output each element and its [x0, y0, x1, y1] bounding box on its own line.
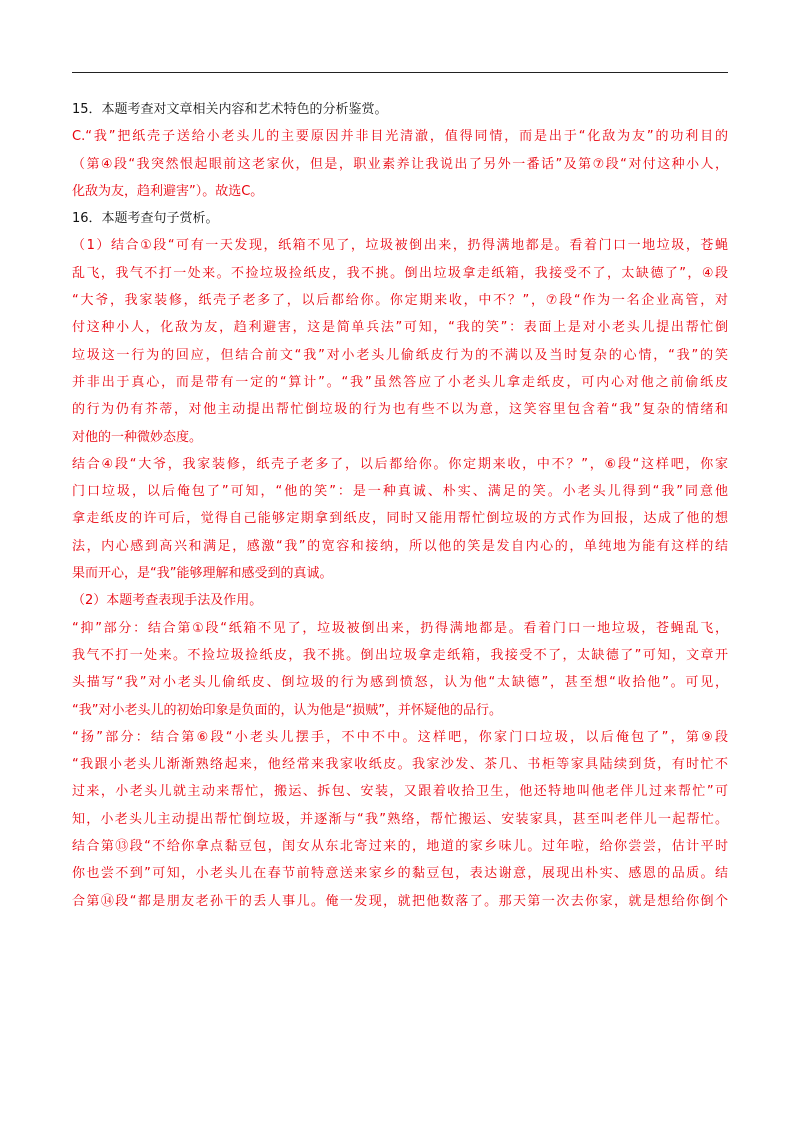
- text-line: （1）结合①段“可有一天发现，纸箱不见了，垃圾被倒出来，扔得满地都是。看着门口一地垃圾，苍蝇: [72, 238, 728, 254]
- text-line: 对他的一种微妙态度。: [72, 429, 203, 445]
- text-line: “扬”部分：结合第⑥段“小老头儿摆手，不中不中。这样吧，你家门口垃圾，以后俺包了”，第⑨段: [72, 729, 728, 745]
- text-line: （第④段“我突然恨起眼前这老家伙，但是，职业素养让我说出了另外一番话”及第⑦段“对付这种小人，: [72, 156, 728, 172]
- text-line: “抑”部分：结合第①段“纸箱不见了，垃圾被倒出来，扔得满地都是。看着门口一地垃圾，苍蝇乱飞，: [72, 620, 728, 636]
- text-line: 乱飞，我气不打一处来。不捡垃圾捡纸皮，我不挑。倒出垃圾拿走纸箱，我接受不了，太缺德了”，④段: [72, 265, 728, 281]
- text-line: 结合④段“大爷，我家装修，纸壳子老多了，以后都给你。你定期来收，中不？”，⑥段“这样吧，你家: [72, 456, 728, 472]
- text-line: 法，内心感到高兴和满足，感激“我”的宽容和接纳，所以他的笑是发自内心的，单纯地为能有这样的结: [72, 538, 728, 554]
- text-line: 头描写“我”对小老头儿偷纸皮、倒垃圾的行为感到愤怒，认为他“太缺德”，甚至想“收拾他”。可见，: [72, 675, 728, 691]
- text-line: “大爷，我家装修，纸壳子老多了，以后都给你。你定期来收，中不？”，⑦段“作为一名企业高管，对: [72, 293, 728, 309]
- text-line: 知，小老头儿主动提出帮忙倒垃圾，并逐渐与“我”熟络，帮忙搬运、安装家具，甚至叫老伴儿一起帮忙。: [72, 811, 728, 827]
- text-line: C.“我”把纸壳子送给小老头儿的主要原因并非目光清澈，值得同情，而是出于“化敌为友”的功利目的: [72, 129, 728, 145]
- text-line: 结合第⑬段“不给你拿点黏豆包，闺女从东北寄过来的，地道的家乡味儿。过年啦，给你尝尝，估计平时: [72, 839, 728, 855]
- text-line: 化敌为友，趋利避害”）。故选C。: [72, 183, 264, 199]
- text-line: 15．本题考查对文章相关内容和艺术特色的分析鉴赏。: [72, 102, 388, 117]
- answer-text-body: [72, 96, 728, 915]
- header-rule: [72, 72, 728, 73]
- text-line: 并非出于真心，而是带有一定的“算计”。“我”虽然答应了小老头儿拿走纸皮，可内心对他之前偷纸皮: [72, 374, 728, 390]
- text-line: 垃圾这一行为的回应，但结合前文“我”对小老头儿偷纸皮行为的不满以及当时复杂的心情，“我”的笑: [72, 347, 728, 363]
- text-line: 过来，小老头儿就主动来帮忙，搬运、拆包、安装，又跟着收拾卫生，他还特地叫他老伴儿过来帮忙”可: [72, 784, 728, 800]
- text-line: 的行为仍有芥蒂，对他主动提出帮忙倒垃圾的行为也有些不以为意，这笑容里包含着“我”复杂的情绪和: [72, 402, 728, 418]
- text-line: 拿走纸皮的许可后，觉得自己能够定期拿到纸皮，同时又能用帮忙倒垃圾的方式作为回报，达成了他的想: [72, 511, 728, 527]
- text-line: 我气不打一处来。不捡垃圾捡纸皮，我不挑。倒出垃圾拿走纸箱，我接受不了，太缺德了”可知，文章开: [72, 647, 728, 663]
- text-line: “我”对小老头儿的初始印象是负面的，认为他是“损贼”，并怀疑他的品行。: [72, 702, 502, 718]
- text-line: “我跟小老头儿渐渐熟络起来，他经常来我家收纸皮。我家沙发、茶几、书柜等家具陆续到货，有时忙不: [72, 757, 728, 773]
- text-line: 你也尝不到”可知，小老头儿在春节前特意送来家乡的黏豆包，表达谢意，展现出朴实、感恩的品质。结: [72, 866, 728, 882]
- text-line: 门口垃圾，以后俺包了”可知，“他的笑”：是一种真诚、朴实、满足的笑。小老头儿得到“我”同意他: [72, 484, 728, 500]
- text-line: 16．本题考查句子赏析。: [72, 211, 219, 227]
- text-line: 合第⑭段“都是朋友老孙干的丢人事儿。俺一发现，就把他数落了。那天第一次去你家，就是想给你倒个: [72, 893, 728, 909]
- text-line: 果而开心，是“我”能够理解和感受到的真诚。: [72, 566, 333, 582]
- text-line: 付这种小人，化敌为友，趋利避害，这是简单兵法”可知，“我的笑”：表面上是对小老头儿提出帮忙倒: [72, 320, 728, 336]
- text-line: （2）本题考查表现手法及作用。: [72, 593, 263, 609]
